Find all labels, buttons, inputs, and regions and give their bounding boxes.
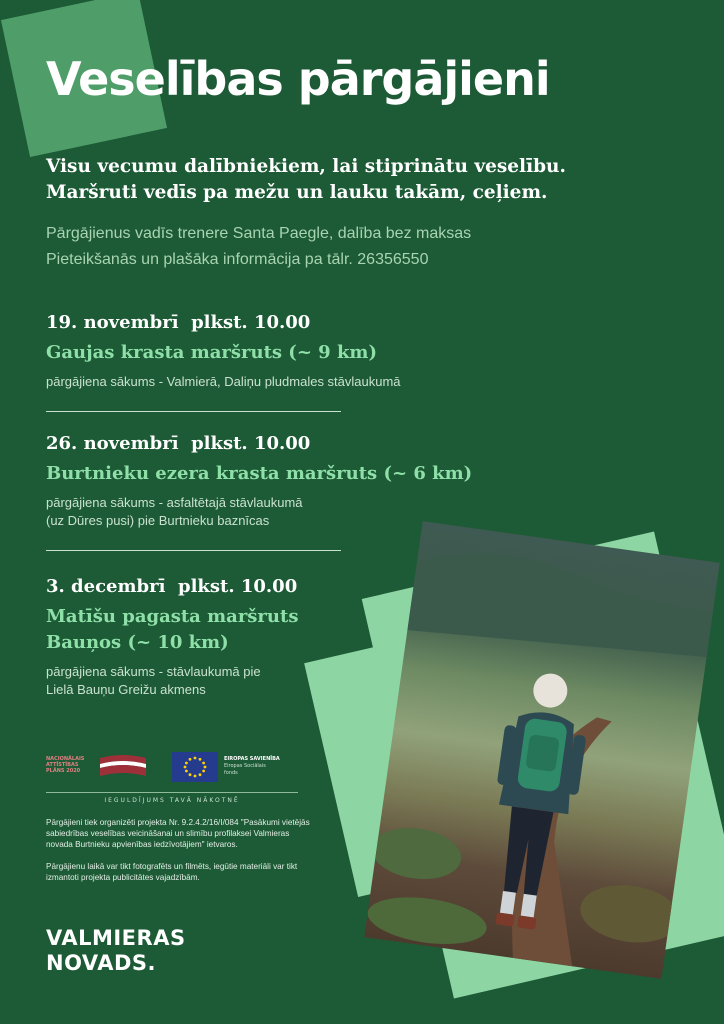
subtitle-line-1: Visu vecumu dalībniekiem, lai stiprinātu veselību.: [46, 156, 566, 177]
page-title: Veselības pārgājieni: [46, 52, 550, 106]
info-line-1: Pārgājienus vadīs trenere Santa Paegle, dalība bez maksas: [46, 225, 472, 242]
investment-tagline: IEGULDĪJUMS TAVĀ NĀKOTNĒ: [104, 797, 240, 804]
event-2-start-line-2: (uz Dūres pusi) pie Burtnieku baznīcas: [46, 513, 270, 528]
event-2-start-line-1: pārgājiena sākums - asfaltētajā stāvlaukumā: [46, 495, 303, 510]
fine-print-media: Pārgājienu laikā var tikt fotografēts un filmēts, iegūtie materiāli var tikt izmantoti projekta publicitātes vajadzībām.: [46, 862, 298, 882]
divider: [46, 411, 341, 412]
fine-print-project: Pārgājieni tiek organizēti projekta Nr. 9.2.4.2/16/I/084 "Pasākumi vietējās sabiedrības veselības veicināšanai un slimību profilaksei Valmieras novada Burtnieku apvienības iedzīvotājiem" ietvaros.: [46, 818, 310, 849]
national-plan-logo: NACIONĀLAIS ATTĪSTĪBAS PLĀNS 2020: [46, 756, 85, 774]
subtitle-line-2: Maršruti vedīs pa mežu un lauku takām, ceļiem.: [46, 182, 548, 203]
info-line-2: Pieteikšanās un plašāka informācija pa tālr. 26356550: [46, 251, 429, 268]
divider: [46, 550, 341, 551]
event-3-start-line-1: pārgājiena sākums - stāvlaukumā pie: [46, 664, 261, 679]
event-3-start-line-2: Lielā Bauņu Greižu akmens: [46, 682, 206, 697]
logos-divider: [46, 792, 298, 793]
event-2-date: 26. novembrī plkst. 10.00: [46, 433, 311, 454]
eu-flag-icon: [172, 752, 218, 782]
valmieras-novads-logo: VALMIERAS NOVADS.: [46, 926, 186, 975]
event-3-route-line-2: Bauņos (~ 10 km): [46, 632, 229, 653]
event-2-route: Burtnieku ezera krasta maršruts (~ 6 km): [46, 463, 473, 484]
event-1-date: 19. novembrī plkst. 10.00: [46, 312, 311, 333]
eu-fund-label: EIROPAS SAVIENĪBA Eiropas Sociālais fonds: [224, 756, 280, 776]
event-1-route: Gaujas krasta maršruts (~ 9 km): [46, 342, 377, 363]
event-3-date: 3. decembrī plkst. 10.00: [46, 576, 298, 597]
latvia-flag-icon: [98, 752, 148, 782]
event-3-route-line-1: Matīšu pagasta maršruts: [46, 606, 299, 627]
event-1-start: pārgājiena sākums - Valmierā, Daliņu pludmales stāvlaukumā: [46, 374, 401, 389]
hiker-photo: [364, 521, 720, 979]
